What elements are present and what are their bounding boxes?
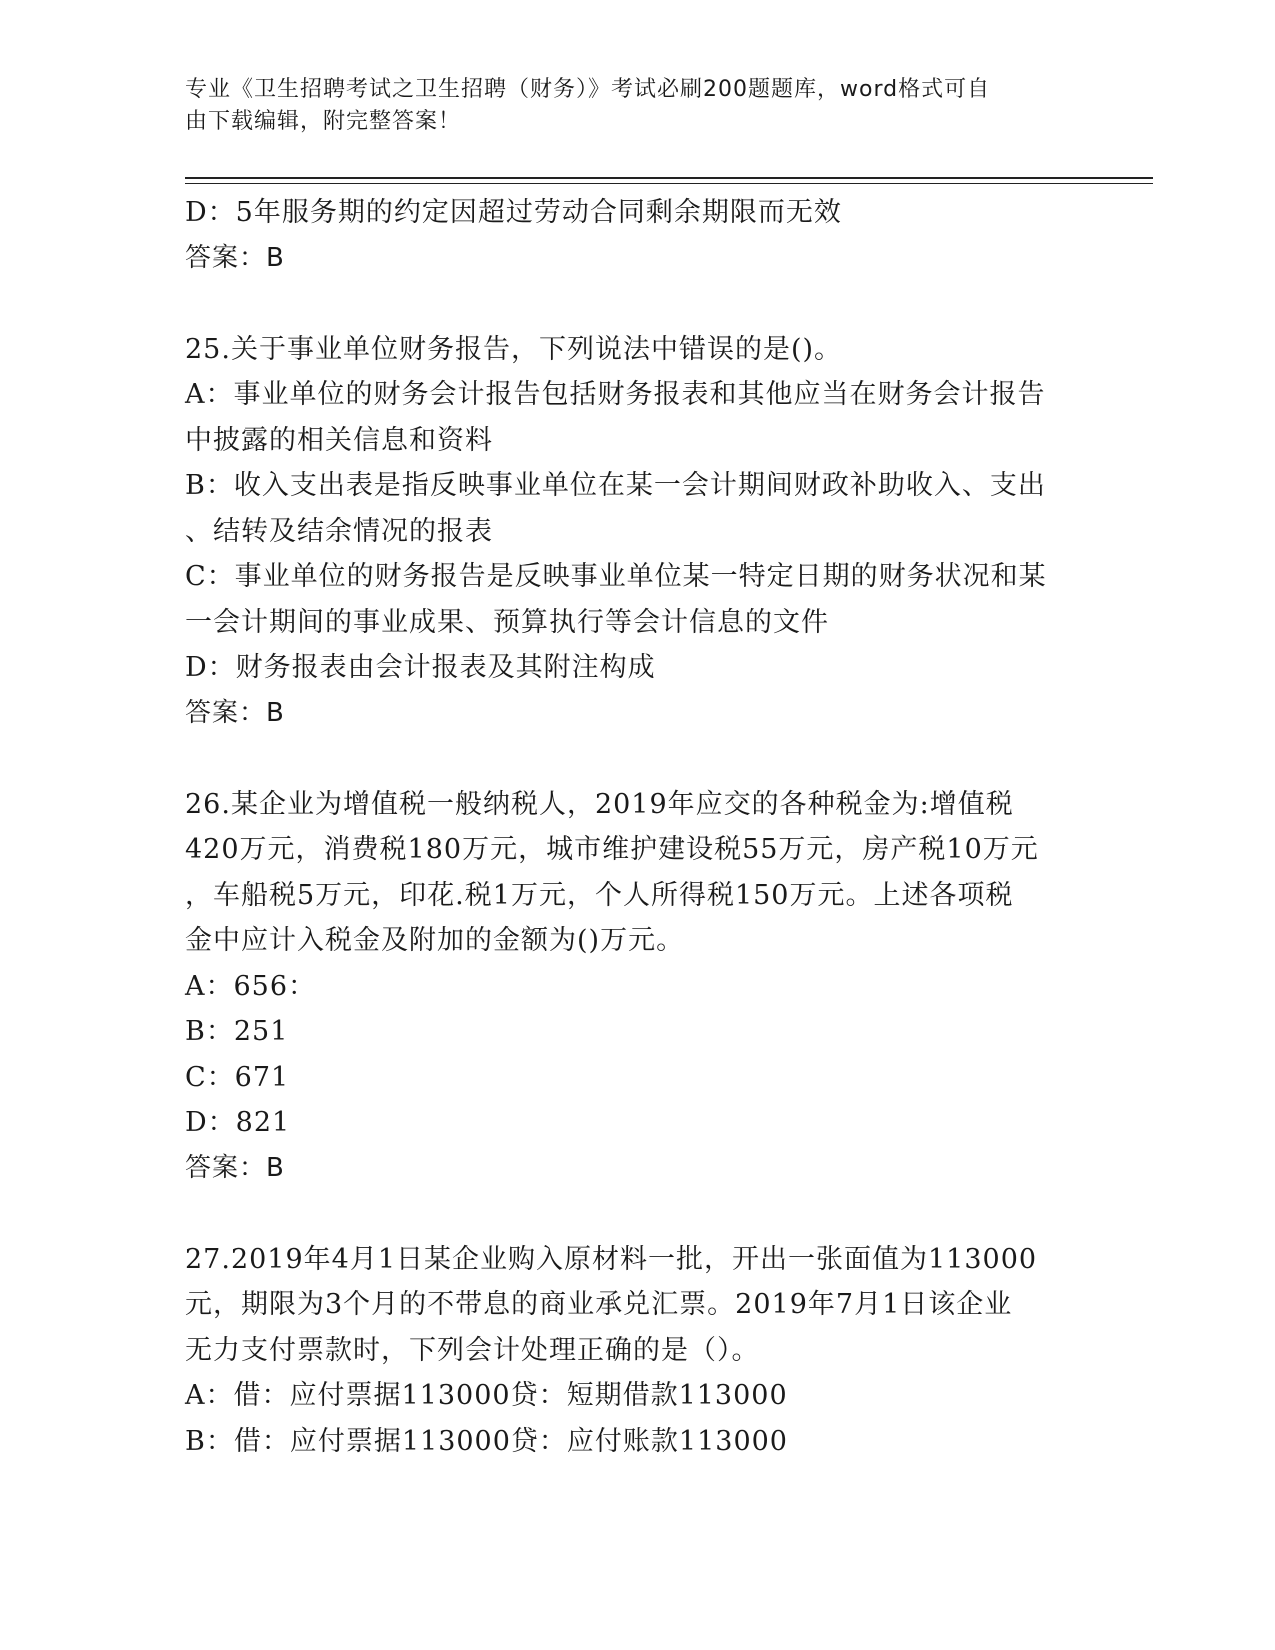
spacer xyxy=(185,736,1085,782)
header-divider-thick xyxy=(185,177,1153,179)
header-divider-thin xyxy=(185,183,1153,184)
text-line: 26.某企业为增值税一般纳税人，2019年应交的各种税金为:增值税 xyxy=(185,788,1014,820)
text-line: B：251 xyxy=(185,1016,289,1047)
text-line: D：821 xyxy=(185,1107,291,1138)
text-line: A：656： xyxy=(185,970,317,1002)
text-line: 27.2019年4月1日某企业购入原材料一批，开出一张面值为113000 xyxy=(185,1243,1038,1275)
text-line: C：671 xyxy=(185,1061,290,1093)
document-header xyxy=(185,74,1065,138)
text-line: B：收入支出表是指反映事业单位在某一会计期间财政补助收入、支出 xyxy=(185,470,1046,501)
header-line-1: 专业《卫生招聘考试之卫生招聘（财务）》考试必刷200题题库，word格式可自 xyxy=(185,77,991,102)
text-line: 无力支付票款时，下列会计处理正确的是（）。 xyxy=(185,1334,760,1366)
header-line-2: 由下载编辑，附完整答案！ xyxy=(185,109,462,134)
text-line: D：财务报表由会计报表及其附注构成 xyxy=(185,652,656,683)
text-line: B：借：应付票据113000贷：应付账款113000 xyxy=(185,1425,788,1457)
text-line: C：事业单位的财务报告是反映事业单位某一特定日期的财务状况和某 xyxy=(185,561,1047,592)
text-line: 中披露的相关信息和资料 xyxy=(185,424,493,456)
answer-line: 答案：B xyxy=(185,242,285,273)
spacer xyxy=(185,1191,1085,1237)
text-line: ，车船税5万元，印花.税1万元，个人所得税150万元。上述各项税 xyxy=(185,879,1014,911)
text-line: A：事业单位的财务会计报告包括财务报表和其他应当在财务会计报告 xyxy=(185,379,1046,410)
text-line: 元，期限为3个月的不带息的商业承兑汇票。2019年7月1日该企业 xyxy=(185,1289,1013,1320)
text-line: 420万元，消费税180万元，城市维护建设税55万元，房产税10万元 xyxy=(185,834,1039,865)
text-line: A：借：应付票据113000贷：短期借款113000 xyxy=(185,1380,788,1411)
answer-line: 答案：B xyxy=(185,697,285,728)
text-line: 金中应计入税金及附加的金额为()万元。 xyxy=(185,925,685,956)
text-line: D：5年服务期的约定因超过劳动合同剩余期限而无效 xyxy=(185,197,842,228)
answer-line: 答案：B xyxy=(185,1152,285,1183)
text-line: 25.关于事业单位财务报告，下列说法中错误的是()。 xyxy=(185,333,843,365)
text-line: 一会计期间的事业成果、预算执行等会计信息的文件 xyxy=(185,606,829,638)
text-line: 、结转及结余情况的报表 xyxy=(185,515,493,547)
question-content xyxy=(185,190,1085,1464)
spacer xyxy=(185,281,1085,327)
